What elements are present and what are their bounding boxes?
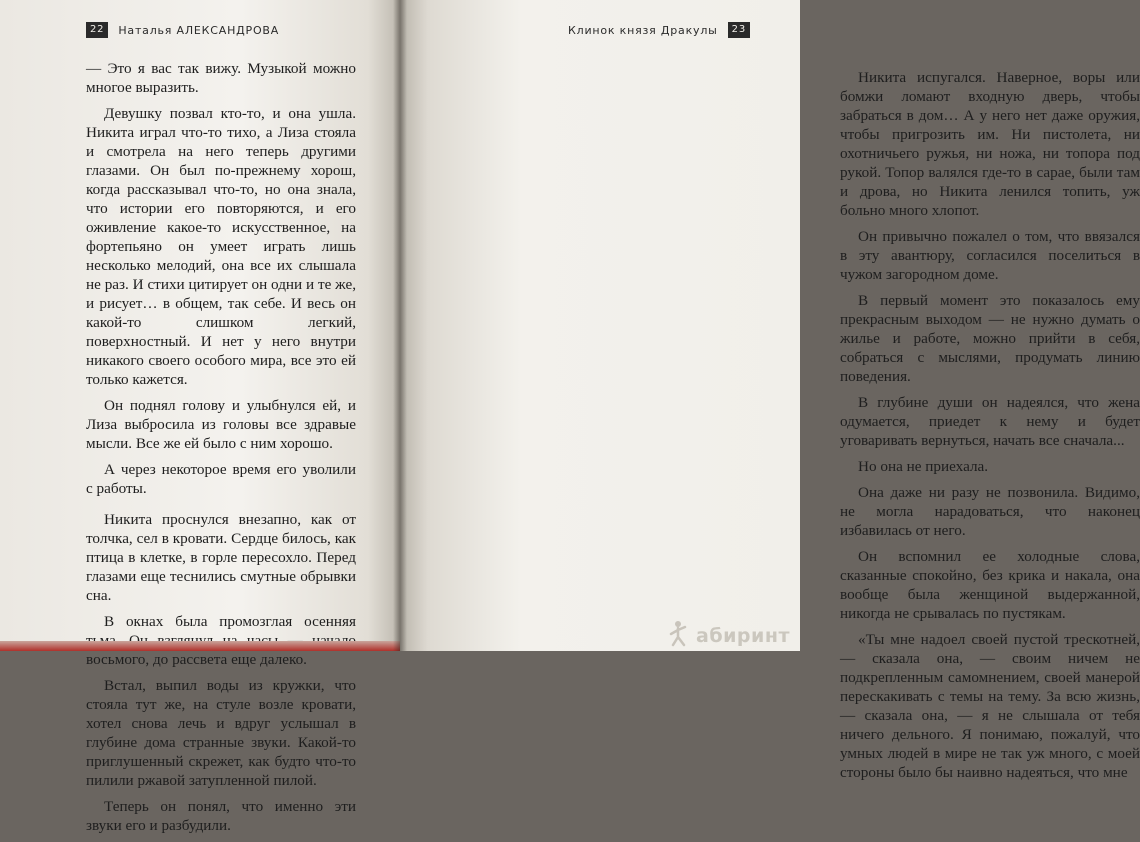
labyrinth-figure-icon — [664, 619, 692, 647]
book-gutter — [393, 0, 407, 651]
paragraph: Он привычно пожалел о том, что ввязался в эту авантюру, согласился поселиться в чужом загородном доме. — [840, 228, 1140, 283]
paragraph: В окнах была промозглая осенняя восьмого, до рассвета еще далеко. — [86, 613, 356, 668]
paragraph: Никита проснулся внезапно, как от толчка, сел в кровати. Сердце билось, как птица в клетке, в горле пересохло. Перед глазами еще теснились смутные обрывки сна. — [86, 511, 356, 604]
paragraph: «Ты мне надоел своей пустой трескотней, — сказала она, — своим ничем не подкрепленным самомнением, своей манерой перескакивать с темы на тему. За всю жизнь, — сказала она, — я не слышала от тебя ничего дельного. Я понимаю, пожалуй, что умных людей в мире не так уж много, с моей стороны было бы наивно надеяться, что мне — [840, 631, 1140, 781]
left-page-header — [86, 22, 279, 38]
watermark — [664, 619, 790, 647]
left-page-number: 22 — [86, 22, 108, 38]
paragraph: — Это я вас так вижу. Музыкой можно многое выразить. — [86, 60, 356, 96]
right-page-header — [568, 22, 750, 38]
paragraph: Никита испугался. Наверное, воры или бомжи ломают входную дверь, чтобы забраться в дом… А у него нет даже оружия, чтобы пригрозить им. Ни пистолета, ни охотничьего ружья, ни ножа, ни топора под рукой. Топор валялся где-то в сарае, были там и дрова, но Никита ленился топить, уж больно много хлопот. — [840, 69, 1140, 219]
page-edge-decoration — [0, 641, 400, 651]
right-page-text — [840, 68, 1140, 789]
right-page — [400, 0, 1140, 781]
paragraph: Она даже ни разу не позвонила. Видимо, не могла нарадоваться, что наконец избавилась от него. — [840, 484, 1140, 539]
paragraph: Он поднял голову и улыбнулся ей, и Лиза выбросила из головы все здравые мысли. Все же ей было с ним хорошо. — [86, 397, 356, 452]
paragraph: Он вспомнил ее холодные слова, сказанные спокойно, без крика и накала, она вообще была женщиной выдержанной, никогда не срывалась по пустякам. — [840, 548, 1140, 622]
left-page-text — [86, 59, 356, 842]
paragraph: В первый момент это показалось ему прекрасным выходом — не нужно думать о жилье и работе, можно прийти в себя, собраться с мыслями, продумать линию поведения. — [840, 292, 1140, 385]
paragraph: В глубине души он надеялся, что жена одумается, приедет к нему и будет уговаривать вернуться, начать все сначала... — [840, 394, 1140, 449]
left-page — [0, 0, 400, 834]
paragraph: Девушку позвал кто-то, и она ушла. Никита играл что-то тихо, а Лиза стояла и смотрела на него теперь другими глазами. Он был по-прежнему хорош, когда рассказывал что-то, но она знала, что истории его повторяются, и его оживление какое-то искусственное, на фортепьяно он умеет играть лишь несколько мелодий, она все их слышала не раз. И стихи цитирует он одни и те же, и рисует… в общем, так себе. И весь он какой-то слишком легкий, поверхностный. И нет у него внутри никакого своего особого мира, все это ей только кажется. — [86, 105, 356, 388]
paragraph: Встал, выпил воды из кружки, что стояла тут же, на стуле возле кровати, хотел снова лечь и вдруг услышал в глубине дома странные звуки. Какой-то приглушенный скрежет, как будто что-то пилили ржавой затупленной пилой. — [86, 677, 356, 789]
paragraph: Теперь он понял, что именно эти звуки его и разбудили. — [86, 798, 356, 834]
left-running-title: Наталья АЛЕКСАНДРОВА — [118, 23, 280, 37]
paragraph: Но она не приехала. — [858, 458, 989, 475]
right-page-number: 23 — [728, 22, 750, 38]
paragraph: А через некоторое время его уволили с работы. — [86, 461, 356, 497]
right-running-title: Клинок князя Дракулы — [568, 23, 718, 37]
watermark-text: абиринт — [696, 625, 790, 647]
